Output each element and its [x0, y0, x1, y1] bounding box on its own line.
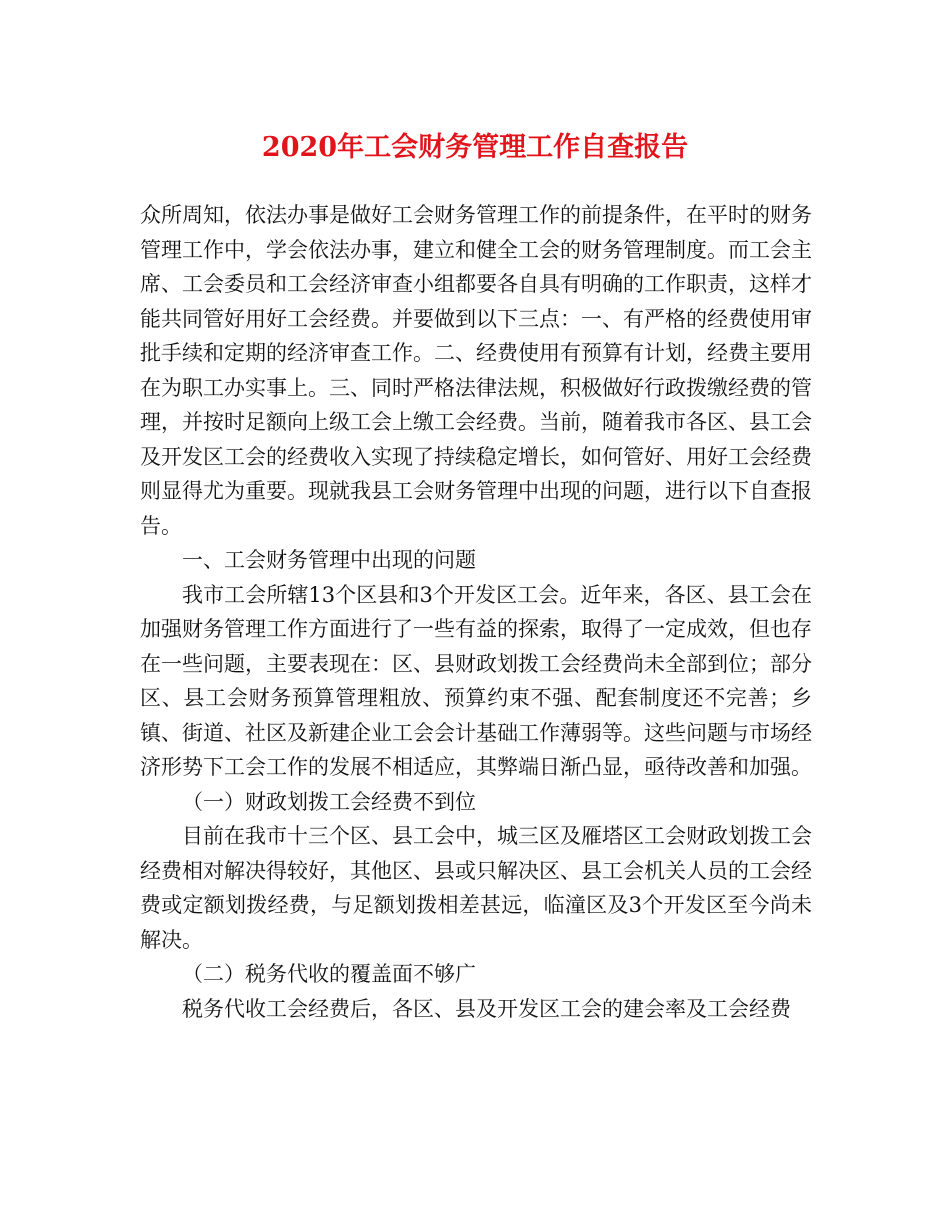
- section-heading-problems: 一、工会财务管理中出现的问题: [182, 548, 476, 572]
- subsection-heading-2: （二）税务代收的覆盖面不够广: [182, 962, 476, 986]
- paragraph-intro: 众所周知，依法办事是做好工会财务管理工作的前提条件，在平时的财务管理工作中，学会依法办事，建立和健全工会的财务管理制度。而工会主席、工会委员和工会经济审查小组都要各自具有明确的工作职责，这样才能共同管好用好工会经费。并要做到以下三点：一、有严格的经费使用审批手续和定期的经济审查工作。二、经费使用有预算有计划，经费主要用在为职工办实事上。三、同时严格法律法规，积极做好行政拨缴经费的管理，并按时足额向上级工会上缴工会经费。当前，随着我市各区、县工会及开发区工会的经费收入实现了持续稳定增长，如何管好、用好工会经费则显得尤为重要。现就我县工会财务管理中出现的问题，进行以下自查报告。: [140, 203, 812, 538]
- paragraph-subsection-1: 目前在我市十三个区、县工会中，城三区及雁塔区工会财政划拨工会经费相对解决得较好，其他区、县或只解决区、县工会机关人员的工会经费或定额划拨经费，与足额划拨相差甚远，临潼区及3个开发区至今尚未解决。: [140, 824, 812, 952]
- subsection-heading-1: （一）财政划拨工会经费不到位: [182, 789, 476, 814]
- document-body: [140, 198, 812, 1026]
- paragraph-problems: 我市工会所辖13个区县和3个开发区工会。近年来，各区、县工会在加强财务管理工作方面进行了一些有益的探索，取得了一定成效，但也存在一些问题，主要表现在：区、县财政划拨工会经费尚未全部到位；部分区、县工会财务预算管理粗放、预算约束不强、配套制度还不完善；乡镇、街道、社区及新建企业工会会计基础工作薄弱等。这些问题与市场经济形势下工会工作的发展不相适应，其弊端日渐凸显，亟待改善和加强。: [140, 582, 812, 779]
- document-title: 2020年工会财务管理工作自查报告: [261, 132, 689, 163]
- paragraph-subsection-2: 税务代收工会经费后，各区、县及开发区工会的建会率及工会经费: [182, 996, 791, 1021]
